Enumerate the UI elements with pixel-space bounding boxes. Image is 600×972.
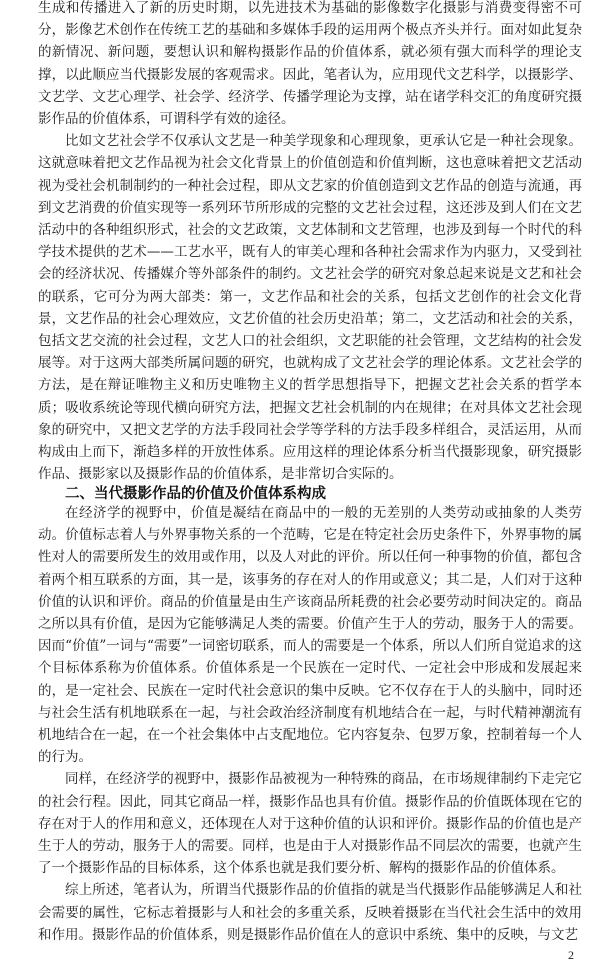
section-two-heading: 二、当代摄影作品的价值及价值体系构成 xyxy=(65,486,326,502)
section-one-body xyxy=(38,0,582,485)
paragraph-photo-as-commodity: 同样，在经济学的视野中，摄影作品被视为一种特殊的商品，在市场规律制约下走完它的社会行程。因此，同其它商品一样，摄影作品也具有价值。摄影作品的价值既体现在它的存在对于人的作用和意义，还体现在人对于这种价值的认识和评价。摄影作品的价值也是产生于人的劳动，服务于人的需要。同样，也是由于人对摄影作品不同层次的需要，也就产生了一个摄影作品的目标体系，这个体系也就是我们要分析、解构的摄影作品的价值体系。 xyxy=(38,771,582,877)
paragraph-conclusion: 综上所述，笔者认为，所谓当代摄影作品的价值指的就是当代摄影作品能够满足人和社会需要的属性，它标志着摄影与人和社会的多重关系，反映着摄影在当代社会生活中的效用和作用。摄影作品的价值体系，则是摄影作品价值在人的意识中系统、集中的反映，与文艺 xyxy=(38,882,582,943)
paragraph-continued: 生成和传播进入了新的历史时期，以先进技术为基础的影像数字化摄影与消费变得密不可分，影像艺术创作在传统工艺的基础和多媒体手段的运用两个极点齐头并行。面对如此复杂的新情况、新问题，要想认识和解构摄影作品的价值体系，就必须有强大而科学的理论支撑，以此顺应当代摄影发展的客观需求。因此，笔者认为，应用现代文艺科学，以摄影学、文艺学、文艺心理学、社会学、经济学、传播学理论为支撑，站在诸学科交汇的角度研究摄影作品的价值体系，可谓科学有效的途径。 xyxy=(38,0,582,128)
section-two-body xyxy=(38,502,582,946)
paragraph-literary-sociology: 比如文艺社会学不仅承认文艺是一种美学现象和心理现象，更承认它是一种社会现象。这就意味着把文艺作品视为社会文化背景上的价值创造和价值判断，这也意味着把文艺活动视为受社会机制制约的一种社会过程，即从文艺家的价值创造到文艺作品的创造与流通，再到文艺消费的价值实现等一系列环节所形成的完整的文艺社会过程，这还涉及到人们在文艺活动中的各种组织形式，社会的文艺政策，文艺体制和文艺管理，也涉及到每一个时代的科学技术提供的艺术——工艺水平，既有人的审美心理和各种社会需求作为内驱力，又受到社会的经济状况、传播媒介等外部条件的制约。文艺社会学的研究对象总起来说是文艺和社会的联系，它可分为两大部类：第一，文艺作品和社会的关系，包括文艺创作的社会文化背景，文艺作品的社会心理效应，文艺价值的社会历史沿革；第二，文艺活动和社会的关系，包括文艺交流的社会过程，文艺人口的社会组织，文艺职能的社会管理，文艺结构的社会发展等。对于这两大部类所属问题的研究，也就构成了文艺社会学的理论体系。文艺社会学的方法，是在辩证唯物主义和历史唯物主义的哲学思想指导下，把握文艺社会关系的哲学本质；吸收系统论等现代横向研究方法，把握文艺社会机制的内在规律；在对具体文艺社会现象的研究中，又把文艺学的方法手段同社会学等学科的方法手段多样组合，灵活运用，从而构成由上而下，渐趋多样的开放性体系。应用这样的理论体系分析当代摄影现象，研究摄影作品、摄影家以及摄影作品的价值体系，是非常切合实际的。 xyxy=(38,133,582,483)
paragraph-value-economics: 在经济学的视野中，价值是凝结在商品中的一般的无差别的人类劳动或抽象的人类劳动。价值标志着人与外界事物关系的一个范畴，它是在特定社会历史条件下，外界事物的属性对人的需要所发生的效用或作用，以及人对此的评价。所以任何一种事物的价值，都包含着两个相互联系的方面，其一是，该事务的存在对人的作用或意义；其二是，人们对于这种价值的认识和评价。商品的价值量是由生产该商品所耗费的社会必要劳动时间决定的。商品之所以具有价值，是因为它能够满足人类的需要。价值产生于人的劳动，服务于人的需要。因而“价值”一词与“需要”一词密切联系，而人的需要是一个体系，所以人们所自觉追求的这个目标体系称为价值体系。价值体系是一个民族在一定时代、一定社会中形成和发展起来的，是一定社会、民族在一定时代社会意识的集中反映。它不仅存在于人的头脑中，同时还与社会生活有机地联系在一起，与社会政治经济制度有机地结合在一起，与时代精神潮流有机地结合在一起，在一个社会集体中占支配地位。它内容复杂、包罗万象，控制着每一个人的行为。 xyxy=(38,505,582,766)
page-number: 2 xyxy=(568,948,574,962)
